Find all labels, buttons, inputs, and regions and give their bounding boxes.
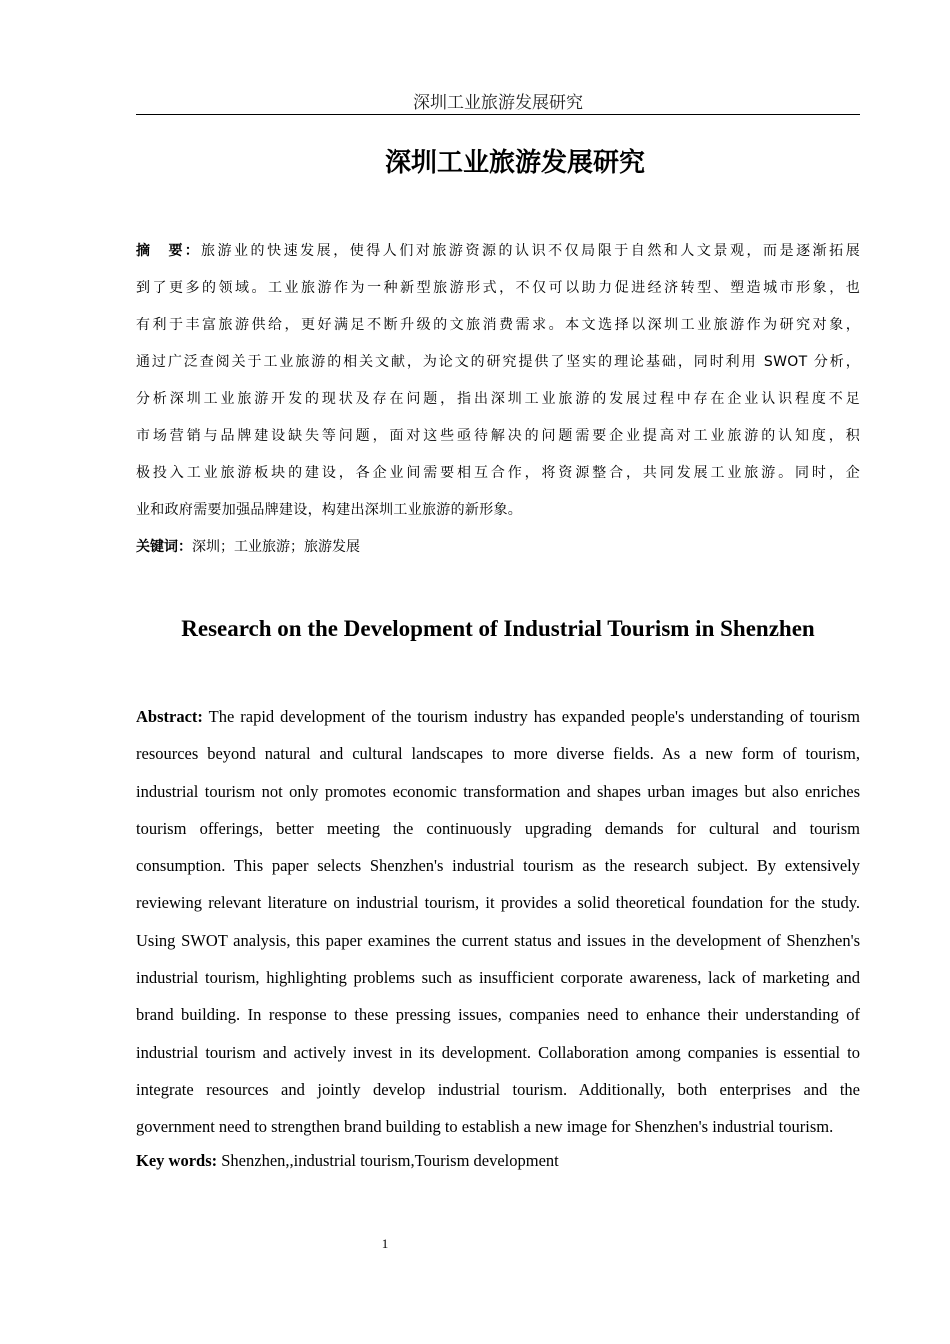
english-abstract-line: Using SWOT analysis, this paper examines the current status and issues in the development of Shenzhen's bbox=[136, 930, 860, 950]
chinese-abstract-line: 业和政府需要加强品牌建设，构建出深圳工业旅游的新形象。 bbox=[136, 502, 523, 518]
chinese-abstract-text: 旅游业的快速发展，使得人们对旅游资源的认识不仅局限于自然和人文景观，而是逐渐拓展 bbox=[200, 243, 861, 259]
chinese-abstract-line: 市场营销与品牌建设缺失等问题，面对这些亟待解决的问题需要企业提高对工业旅游的认知度，积 bbox=[136, 428, 860, 444]
chinese-abstract-line: 有利于丰富旅游供给，更好满足不断升级的文旅消费需求。本文选择以深圳工业旅游作为研究对象， bbox=[136, 317, 860, 333]
chinese-keywords bbox=[136, 534, 860, 560]
chinese-title: 深圳工业旅游发展研究 bbox=[384, 148, 645, 178]
chinese-abstract-line bbox=[136, 233, 860, 270]
english-abstract-line: industrial tourism and actively invest in its development. Collaboration among companies is essential to bbox=[136, 1042, 860, 1062]
english-abstract-line: tourism offerings, better meeting the continuously upgrading demands for cultural and tourism bbox=[136, 818, 860, 838]
chinese-abstract-line: 通过广泛查阅关于工业旅游的相关文献，为论文的研究提供了坚实的理论基础，同时利用 SWOT 分析， bbox=[136, 354, 860, 370]
english-abstract-line: consumption. This paper selects Shenzhen's industrial tourism as the research subject. By extensively bbox=[136, 856, 860, 876]
english-abstract-line: industrial tourism not only promotes economic transformation and shapes urban images but also enriches bbox=[136, 781, 860, 801]
chinese-abstract-label: 摘 要： bbox=[136, 243, 201, 259]
english-abstract-line: reviewing relevant literature on industrial tourism, it provides a solid theoretical foundation for the study. bbox=[136, 893, 860, 913]
chinese-keywords-text: 深圳；工业旅游；旅游发展 bbox=[192, 539, 360, 555]
english-abstract-line: brand building. In response to these pressing issues, companies need to enhance their understanding of bbox=[136, 1005, 860, 1025]
english-abstract-line: government need to strengthen brand building to establish a new image for Shenzhen's industrial tourism. bbox=[136, 1117, 834, 1137]
header-divider bbox=[136, 114, 860, 115]
chinese-abstract-line: 极投入工业旅游板块的建设，各企业间需要相互合作，将资源整合，共同发展工业旅游。同时，企 bbox=[136, 465, 860, 481]
english-abstract-line: industrial tourism, highlighting problems such as insufficient corporate awareness, lack of marketing and bbox=[136, 968, 860, 988]
english-abstract bbox=[136, 700, 860, 1148]
chinese-abstract bbox=[136, 233, 860, 529]
english-abstract-line: integrate resources and jointly develop industrial tourism. Additionally, both enterprises and the bbox=[136, 1079, 860, 1099]
chinese-abstract-line: 到了更多的领域。工业旅游作为一种新型旅游形式，不仅可以助力促进经济转型、塑造城市形象，也 bbox=[136, 280, 860, 296]
chinese-abstract-line: 分析深圳工业旅游开发的现状及存在问题，指出深圳工业旅游的发展过程中存在企业认识程度不足 bbox=[136, 391, 860, 407]
english-abstract-line: resources beyond natural and cultural landscapes to more diverse fields. As a new form of tourism, bbox=[136, 744, 860, 764]
english-title: Research on the Development of Industrial Tourism in Shenzhen bbox=[181, 616, 815, 641]
running-header: 深圳工业旅游发展研究 bbox=[413, 93, 583, 113]
page-number: 1 bbox=[381, 1236, 389, 1251]
english-abstract-line bbox=[136, 700, 860, 737]
english-keywords-label: Key words: bbox=[136, 1151, 218, 1170]
english-abstract-label: Abstract: bbox=[136, 707, 203, 726]
english-keywords-text: Shenzhen,,industrial tourism,Tourism development bbox=[221, 1151, 559, 1170]
english-abstract-text: The rapid development of the tourism industry has expanded people's understanding of tourism bbox=[208, 707, 860, 726]
english-keywords bbox=[136, 1149, 860, 1173]
chinese-keywords-label: 关键词： bbox=[136, 539, 192, 555]
